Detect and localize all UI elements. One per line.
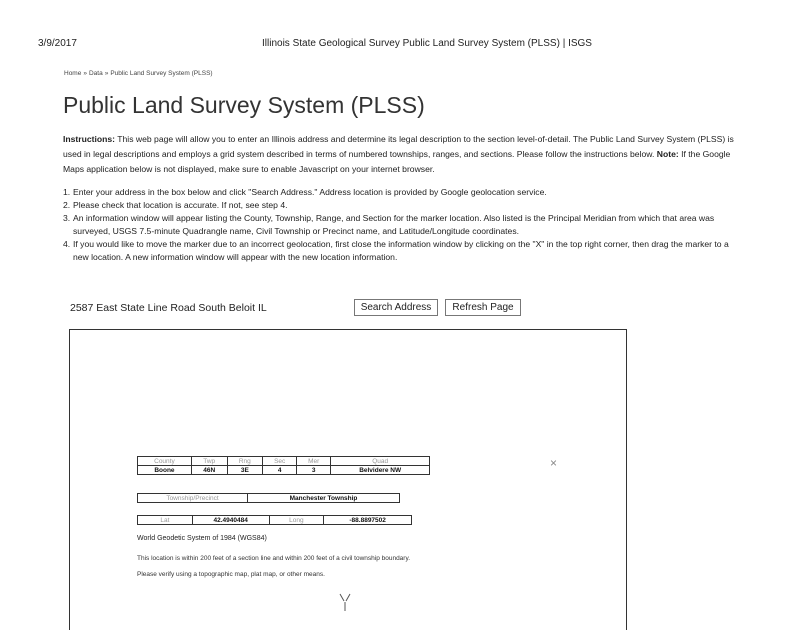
instructions-body: This web page will allow you to enter an Illinois address and determine its legal description to the section level-of-detail. The Public Land Survey System (PLSS) is used in legal descriptions and employs a grid system described in terms of numbered townships, ranges, and sections. Please follow the instructions below.: [63, 134, 734, 159]
map-frame[interactable]: [69, 329, 627, 630]
header-county: County: [138, 457, 192, 466]
print-date: 3/9/2017: [38, 38, 77, 49]
value-mer: 3: [297, 466, 331, 475]
step-item: [63, 199, 743, 212]
verify-note: Please verify using a topographic map, plat map, or other means.: [137, 571, 325, 578]
value-twp: 46N: [191, 466, 227, 475]
value-quad: Belvidere NW: [331, 466, 430, 475]
header-twp: Twp: [191, 457, 227, 466]
lat-value: 42.4940484: [192, 516, 269, 525]
long-label: Long: [269, 516, 324, 525]
step-number: 4.: [63, 239, 71, 249]
step-number: 1.: [63, 187, 71, 197]
header-rng: Rng: [227, 457, 263, 466]
step-text: An information window will appear listing the County, Township, Range, and Section for the marker location. Also listed is the Principal Meridian from which that area was surveyed, USGS 7.5-minute Quadrangle name, Civil Township or Precinct name, and Latitude/Longitude coordinates.: [73, 213, 715, 236]
instructions-label: Instructions:: [63, 134, 116, 144]
latlong-table: [137, 515, 412, 525]
step-text: Please check that location is accurate. If not, see step 4.: [73, 200, 288, 210]
map-marker-icon[interactable]: [338, 592, 352, 612]
step-number: 2.: [63, 200, 71, 210]
township-value: Manchester Township: [248, 494, 400, 503]
step-item: [63, 186, 743, 199]
value-county: Boone: [138, 466, 192, 475]
note-label: Note:: [656, 149, 679, 159]
steps-list: [63, 186, 743, 264]
header-quad: Quad: [331, 457, 430, 466]
step-number: 3.: [63, 213, 71, 223]
address-input[interactable]: [70, 300, 342, 316]
note-body: If the Google Maps application below is not displayed, make sure to enable Javascript on your internet browser.: [63, 149, 731, 174]
township-table: [137, 493, 400, 503]
page-title: Public Land Survey System (PLSS): [63, 92, 425, 118]
step-text: Enter your address in the box below and click "Search Address." Address location is provided by Google geolocation service.: [73, 187, 547, 197]
search-address-button[interactable]: Search Address: [354, 299, 438, 316]
print-header-title: Illinois State Geological Survey Public Land Survey System (PLSS) | ISGS: [262, 38, 592, 49]
long-value: -88.8897502: [324, 516, 412, 525]
step-item: [63, 238, 743, 264]
township-label: Township/Precinct: [138, 494, 248, 503]
datum-text: World Geodetic System of 1984 (WGS84): [137, 535, 267, 542]
value-sec: 4: [263, 466, 297, 475]
value-rng: 3E: [227, 466, 263, 475]
header-mer: Mer: [297, 457, 331, 466]
refresh-page-button[interactable]: Refresh Page: [445, 299, 521, 316]
lat-label: Lat: [138, 516, 193, 525]
header-sec: Sec: [263, 457, 297, 466]
breadcrumb-current: Public Land Survey System (PLSS): [110, 70, 213, 77]
step-text: If you would like to move the marker due to an incorrect geolocation, first close the information window by clicking on the "X" in the top right corner, then drag the marker to a new location. A new information window will appear with the new location information.: [73, 239, 729, 262]
breadcrumb-data[interactable]: Data: [88, 70, 103, 77]
breadcrumb-home[interactable]: Home: [64, 70, 82, 77]
breadcrumb: Home » Data » Public Land Survey System (PLSS): [64, 70, 213, 77]
step-item: [63, 212, 743, 238]
proximity-note: This location is within 200 feet of a section line and within 200 feet of a civil township boundary.: [137, 555, 411, 562]
instructions-text: [63, 132, 735, 177]
close-icon[interactable]: ×: [550, 456, 558, 470]
plss-table: [137, 456, 430, 475]
